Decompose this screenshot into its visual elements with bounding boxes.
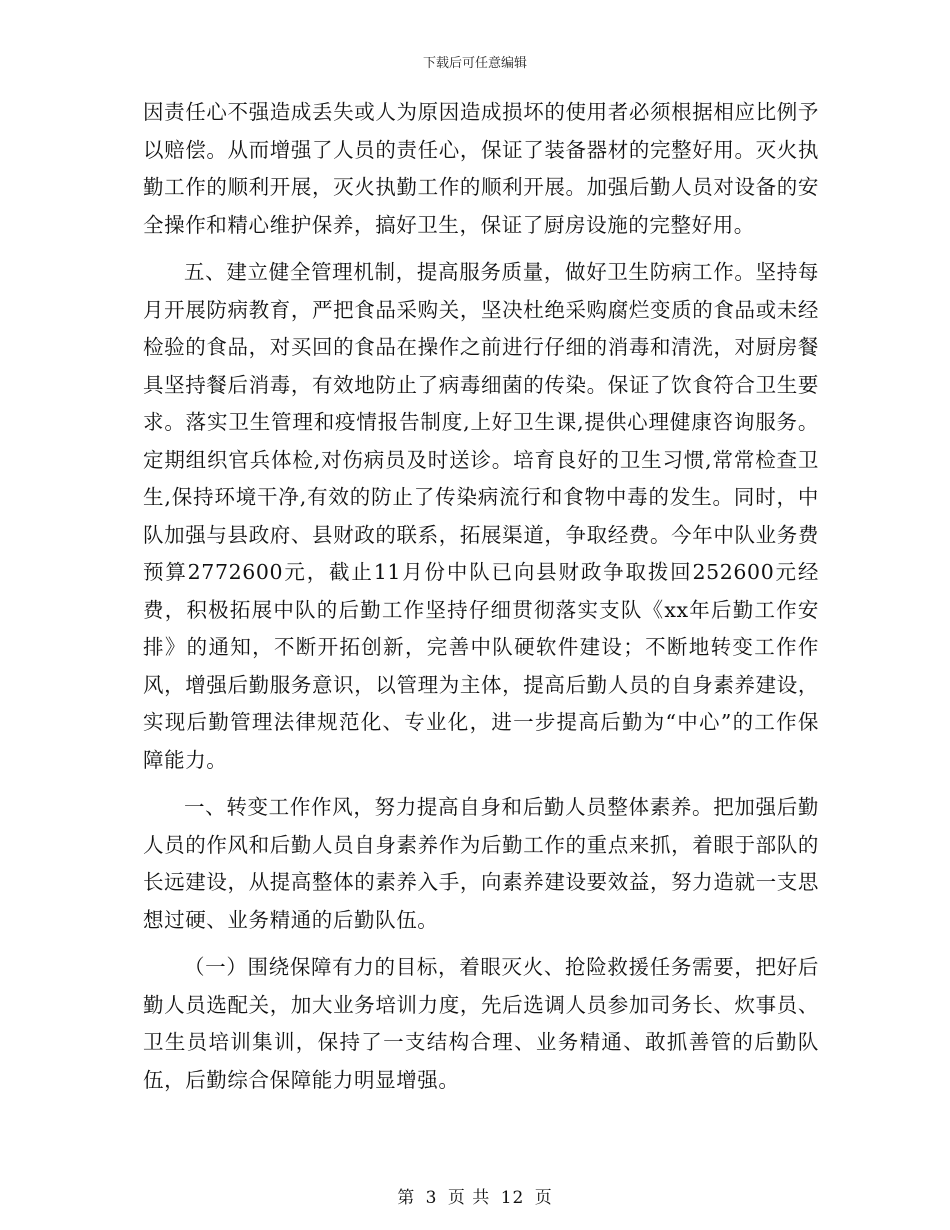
footer-prefix: 第	[397, 1188, 416, 1208]
document-body	[143, 94, 819, 1109]
paragraph: 一、转变工作作风，努力提高自身和后勤人员整体素养。把加强后勤人员的作风和后勤人员自身素养作为后勤工作的重点来抓，着眼于部队的长远建设，从提高整体的素养入手，向素养建设要效益，努力造就一支思想过硬、业务精通的后勤队伍。	[143, 795, 819, 932]
page-footer	[0, 1183, 950, 1208]
paragraph: （一）围绕保障有力的目标，着眼灭火、抢险救援任务需要，把好后勤人员选配关，加大业务培训力度，先后选调人员参加司务长、炊事员、卫生员培训集训，保持了一支结构合理、业务精通、敢抓善管的后勤队伍，后勤综合保障能力明显增强。	[143, 955, 819, 1092]
total-page-count: 12	[500, 1188, 525, 1208]
page-header: 下载后可任意编辑	[422, 56, 527, 71]
paragraph: 五、建立健全管理机制，提高服务质量，做好卫生防病工作。坚持每月开展防病教育，严把食品采购关，坚决杜绝采购腐烂变质的食品或未经检验的食品，对买回的食品在操作之前进行仔细的消毒和清洗，对厨房餐具坚持餐后消毒，有效地防止了病毒细菌的传染。保证了饮食符合卫生要求。落实卫生管理和疫情报告制度,上好卫生课,提供心理健康咨询服务。定期组织官兵体检,对伤病员及时送诊。培育良好的卫生习惯,常常检查卫生,保持环境干净,有效的防止了传染病流行和食物中毒的发生。同时，中队加强与县政府、县财政的联系，拓展渠道，争取经费。今年中队业务费预算2772600元，截止11月份中队已向县财政争取拨回252600元经费，积极拓展中队的后勤工作坚持仔细贯彻落实支队《xx年后勤工作安排》的通知，不断开拓创新，完善中队硬软件建设；不断地转变工作作风，增强后勤服务意识，以管理为主体，提高后勤人员的自身素养建设，实现后勤管理法律规范化、专业化，进一步提高后勤为“中心”的工作保障能力。	[143, 260, 819, 772]
footer-suffix: 页	[534, 1188, 553, 1208]
current-page-number: 3	[425, 1188, 438, 1208]
paragraph: 因责任心不强造成丢失或人为原因造成损坏的使用者必须根据相应比例予以赔偿。从而增强了人员的责任心，保证了装备器材的完整好用。灭火执勤工作的顺利开展，灭火执勤工作的顺利开展。加强后勤人员对设备的安全操作和精心维护保养，搞好卫生，保证了厨房设施的完整好用。	[143, 100, 819, 237]
footer-mid: 页 共	[447, 1188, 491, 1208]
